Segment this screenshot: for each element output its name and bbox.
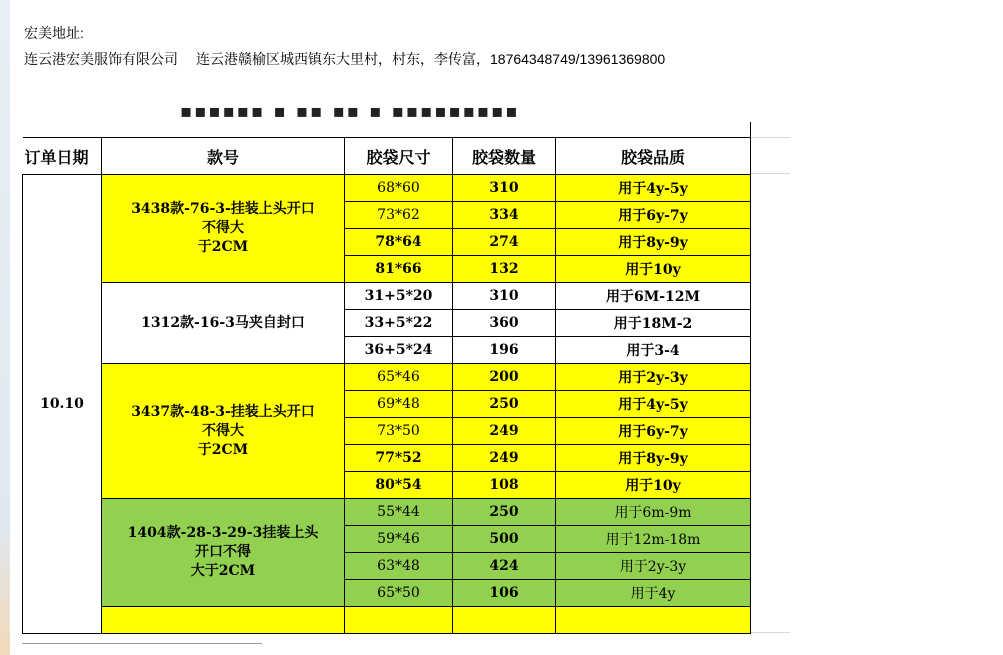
size-cell: 55*44 xyxy=(345,499,453,526)
size-cell: 73*50 xyxy=(345,418,453,445)
header-bag-qty: 胶袋数量 xyxy=(453,138,556,175)
style-line: 3438款-76-3-挂装上头开口 xyxy=(131,201,315,217)
style-line: 1312款-16-3马夹自封口 xyxy=(141,314,305,331)
quality-cell: 用于4y-5y xyxy=(556,175,751,202)
qty-cell: 310 xyxy=(453,175,556,202)
qty-cell: 106 xyxy=(453,580,556,607)
quality-cell: 用于8y-9y xyxy=(556,445,751,472)
quality-cell: 用于10y xyxy=(556,256,751,283)
qty-cell: 200 xyxy=(453,364,556,391)
size-cell: 69*48 xyxy=(345,391,453,418)
quality-cell: 用于6M-12M xyxy=(556,283,751,310)
style-line: 不得大 xyxy=(202,220,244,236)
size-cell: 81*66 xyxy=(345,256,453,283)
window-left-edge xyxy=(0,0,10,655)
qty-cell: 310 xyxy=(453,283,556,310)
quality-cell: 用于2y-3y xyxy=(556,364,751,391)
style-line: 3437款-48-3-挂装上头开口 xyxy=(131,403,315,420)
quality-cell: 用于10y xyxy=(556,472,751,499)
gridline xyxy=(750,173,790,174)
style-line: 于2CM xyxy=(197,441,249,458)
quality-cell: 用于8y-9y xyxy=(556,229,751,256)
address-line xyxy=(24,46,665,72)
size-cell: 31+5*20 xyxy=(345,283,453,310)
qty-cell: 500 xyxy=(453,526,556,553)
size-cell: 59*46 xyxy=(345,526,453,553)
table-row-empty xyxy=(23,607,751,634)
style-cell xyxy=(102,283,345,364)
size-cell: 68*60 xyxy=(345,175,453,202)
quality-cell: 用于6y-7y xyxy=(556,202,751,229)
quality-cell: 用于12m-18m xyxy=(556,526,751,553)
size-cell: 73*62 xyxy=(345,202,453,229)
style-cell xyxy=(102,175,345,283)
size-cell: 80*54 xyxy=(345,472,453,499)
header-style: 款号 xyxy=(102,138,345,175)
quality-cell: 用于4y xyxy=(556,580,751,607)
empty-cell xyxy=(345,607,453,634)
style-line: 1404款-28-3-29-3挂装上头 xyxy=(127,525,319,541)
style-cell xyxy=(102,364,345,499)
table-row xyxy=(23,364,751,391)
gridline xyxy=(750,137,790,138)
style-line: 开口不得 xyxy=(195,544,251,560)
size-cell: 65*46 xyxy=(345,364,453,391)
qty-cell: 274 xyxy=(453,229,556,256)
style-line: 不得大 xyxy=(202,422,244,439)
empty-cell xyxy=(453,607,556,634)
bag-order-table xyxy=(22,137,751,634)
quality-cell: 用于6m-9m xyxy=(556,499,751,526)
sheet-border xyxy=(750,122,751,138)
quality-cell: 用于2y-3y xyxy=(556,553,751,580)
style-line: 大于2CM xyxy=(190,563,256,579)
header-bag-size: 胶袋尺寸 xyxy=(345,138,453,175)
qty-cell: 424 xyxy=(453,553,556,580)
header-row xyxy=(23,138,751,175)
qty-cell: 249 xyxy=(453,445,556,472)
table-row xyxy=(23,499,751,526)
address-detail: 连云港赣榆区城西镇东大里村，村东，李传富，18764348749/13961369800 xyxy=(196,51,666,67)
qty-cell: 334 xyxy=(453,202,556,229)
qty-cell: 108 xyxy=(453,472,556,499)
qty-cell: 196 xyxy=(453,337,556,364)
cropped-sheet-title: ▪▪▪▪▪▪ ▪ ▪▪ ▪▪ ▪ ▪▪▪▪▪▪▪▪▪ xyxy=(180,101,520,122)
qty-cell: 360 xyxy=(453,310,556,337)
address-label: 宏美地址: xyxy=(24,25,84,41)
qty-cell: 249 xyxy=(453,418,556,445)
qty-cell: 250 xyxy=(453,391,556,418)
address-block xyxy=(24,20,665,72)
size-cell: 33+5*22 xyxy=(345,310,453,337)
address-company: 连云港宏美服饰有限公司 xyxy=(24,51,178,67)
size-cell: 65*50 xyxy=(345,580,453,607)
style-cell xyxy=(102,499,345,607)
style-line: 于2CM xyxy=(197,239,249,255)
size-cell: 78*64 xyxy=(345,229,453,256)
table-row xyxy=(23,175,751,202)
scroll-edge xyxy=(22,643,262,644)
header-bag-quality: 胶袋品质 xyxy=(556,138,751,175)
header-order-date: 订单日期 xyxy=(23,138,102,175)
quality-cell: 用于3-4 xyxy=(556,337,751,364)
empty-cell xyxy=(102,607,345,634)
quality-cell: 用于4y-5y xyxy=(556,391,751,418)
quality-cell: 用于18M-2 xyxy=(556,310,751,337)
empty-cell xyxy=(556,607,751,634)
size-cell: 63*48 xyxy=(345,553,453,580)
gridline xyxy=(750,632,790,633)
qty-cell: 250 xyxy=(453,499,556,526)
order-date-cell: 10.10 xyxy=(23,175,102,634)
quality-cell: 用于6y-7y xyxy=(556,418,751,445)
qty-cell: 132 xyxy=(453,256,556,283)
table-row xyxy=(23,283,751,310)
size-cell: 77*52 xyxy=(345,445,453,472)
size-cell: 36+5*24 xyxy=(345,337,453,364)
